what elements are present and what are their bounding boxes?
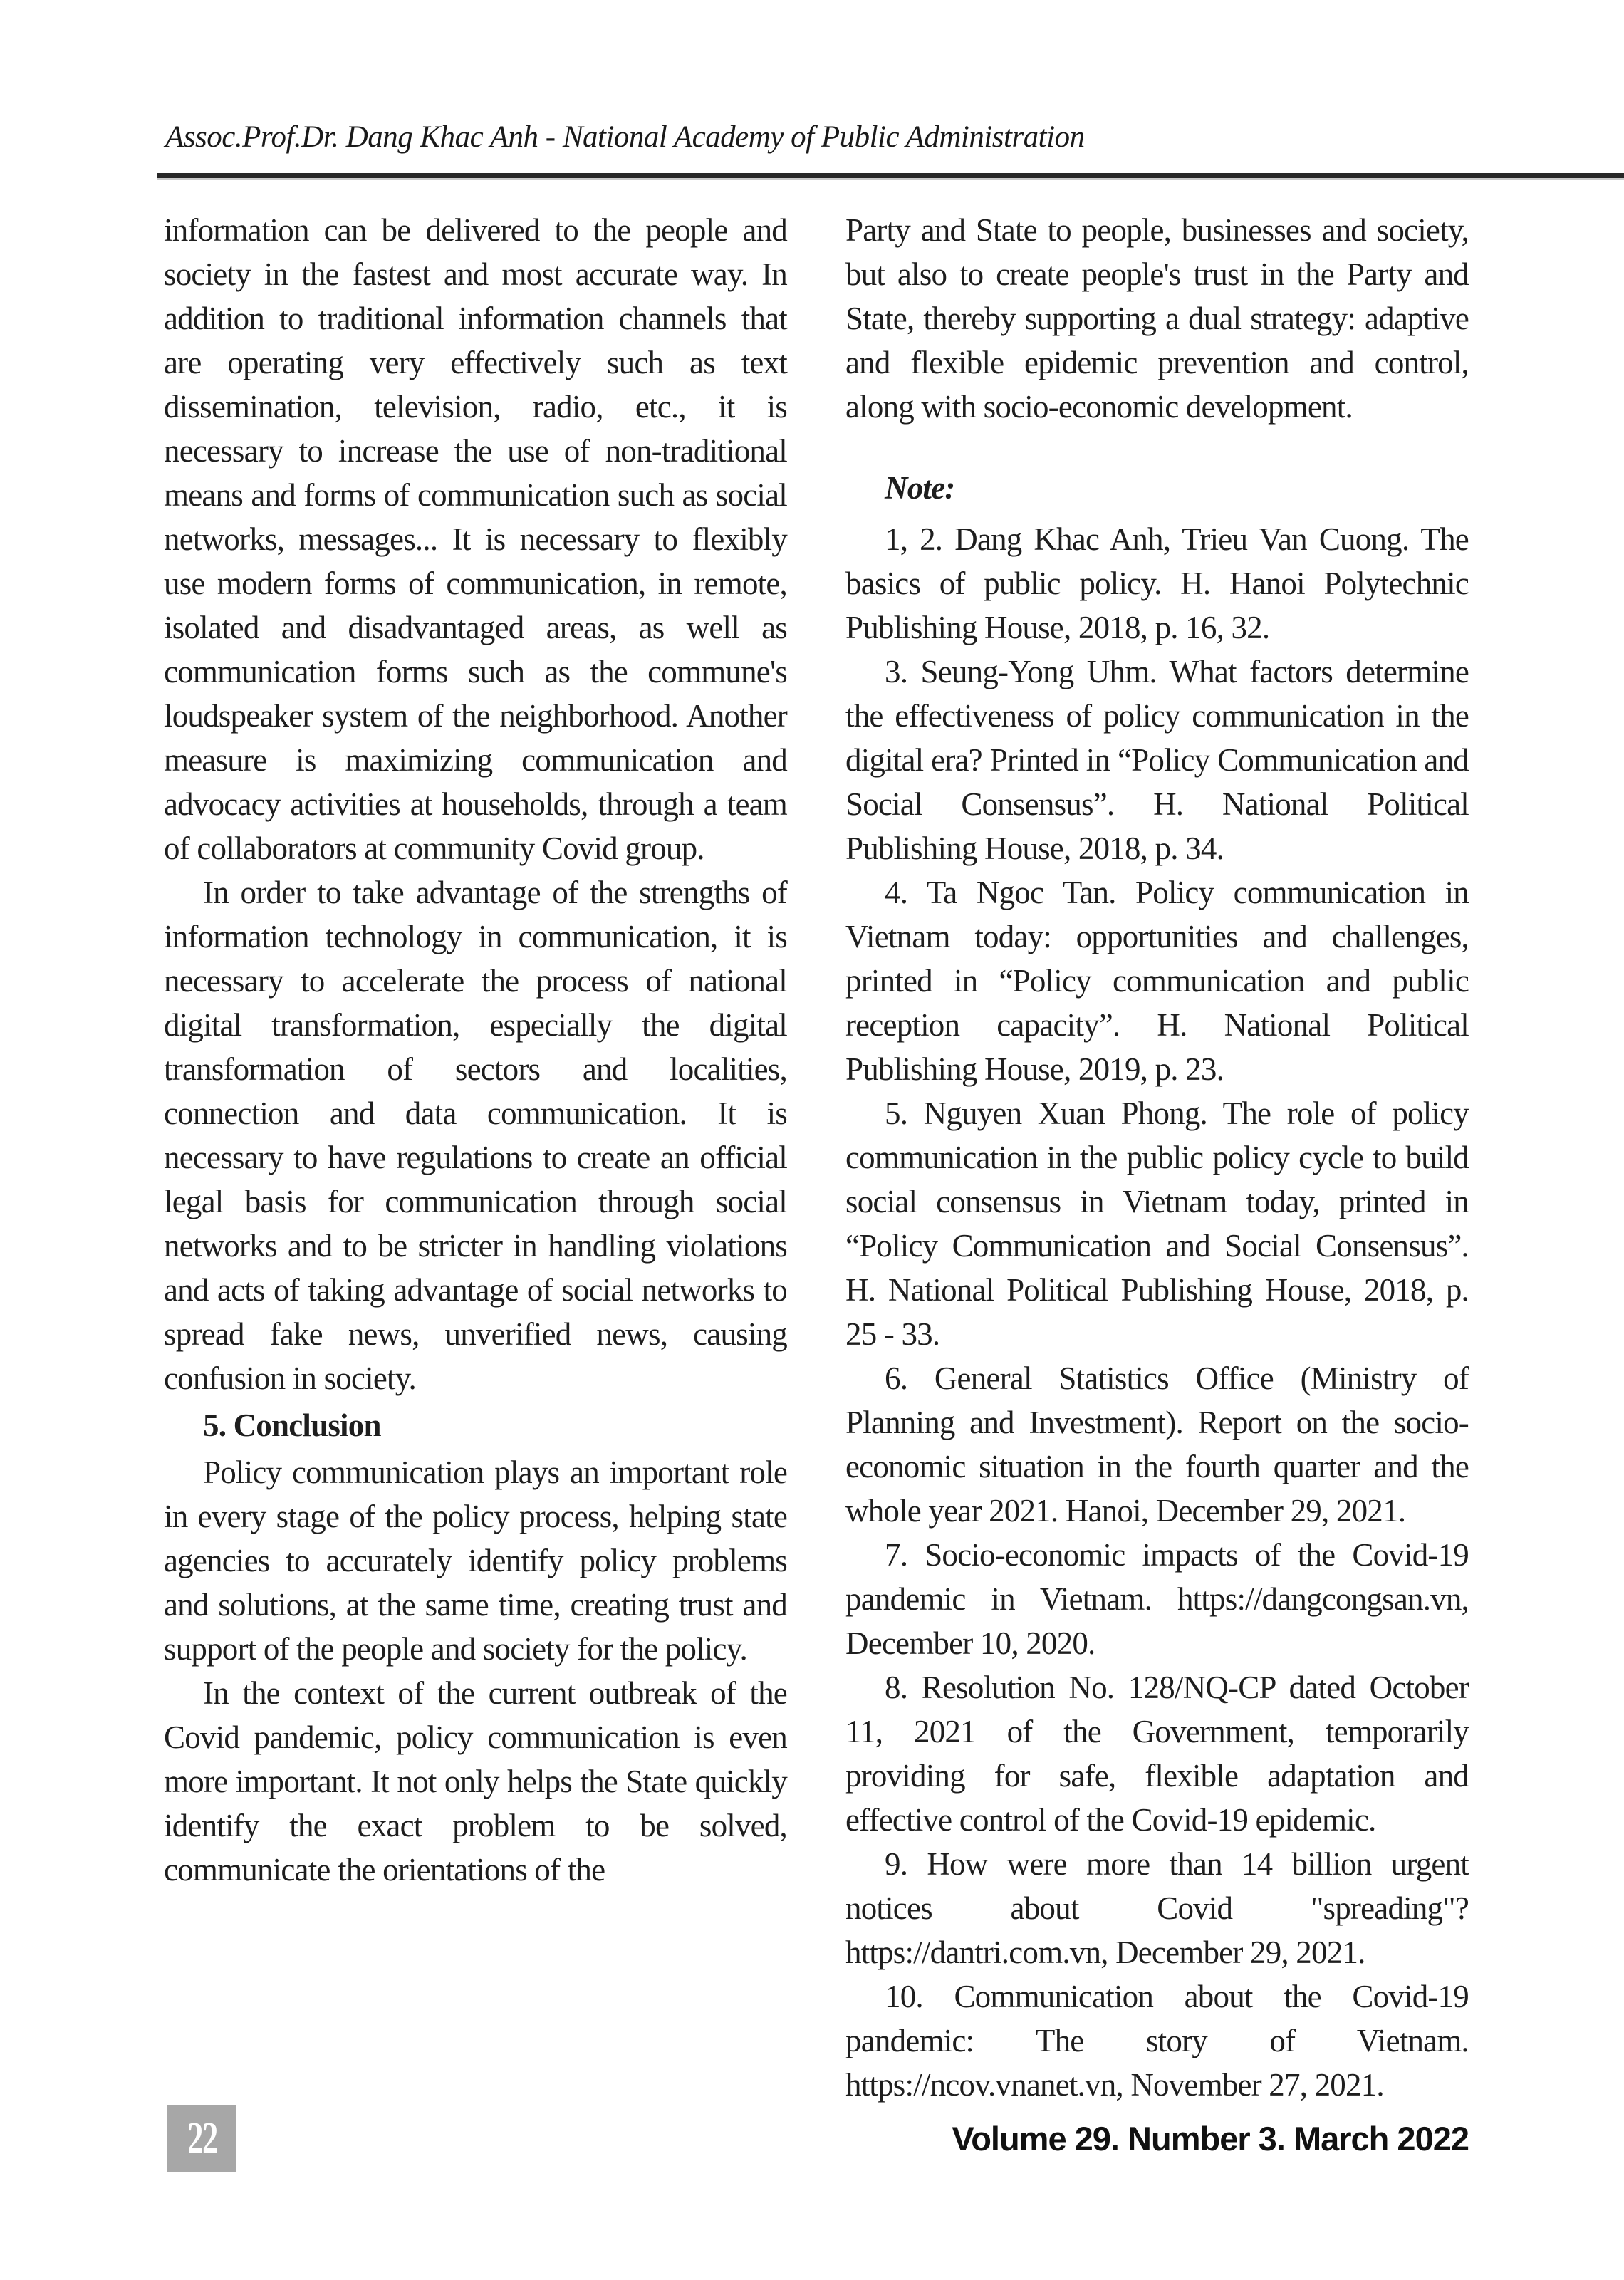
note-item: 3. Seung-Yong Uhm. What factors determine the effectiveness of policy communication in the digital era? Printed in “Policy Communication and Social Consensus”. H. National Political Publishing House, 2018, p. 34.: [845, 654, 1469, 866]
note-item: 7. Socio-economic impacts of the Covid-19 pandemic in Vietnam. https://dangcongsan.vn, December 10, 2020.: [845, 1537, 1469, 1661]
note-item: 6. General Statistics Office (Ministry of Planning and Investment). Report on the socio-economic situation in the fourth quarter and the whole year 2021. Hanoi, December 29, 2021.: [845, 1360, 1469, 1529]
running-head-author-line: Assoc.Prof.Dr. Dang Khac Anh - National Academy of Public Administration: [165, 120, 1085, 154]
header-rule: [157, 173, 1624, 180]
right-column: [845, 208, 1469, 2107]
note-item: 8. Resolution No. 128/NQ-CP dated October 11, 2021 of the Government, temporarily providing for safe, flexible adaptation and effective control of the Covid-19 epidemic.: [845, 1670, 1469, 1838]
body-paragraph: information can be delivered to the people and society in the fastest and most accurate way. In addition to traditional information channels that are operating very effectively such as text dissemination, television, radio, etc., it is necessary to increase the use of non-traditional means and forms of communication such as social networks, messages... It is necessary to flexibly use modern forms of communication, in remote, isolated and disadvantaged areas, as well as communication forms such as the commune's loudspeaker system of the neighborhood. Another measure is maximizing communication and advocacy activities at households, through a team of collaborators at community Covid group.: [164, 212, 787, 866]
page-number-badge: [167, 2105, 236, 2172]
note-item: 10. Communication about the Covid-19 pandemic: The story of Vietnam. https://ncov.vnanet.vn, November 27, 2021.: [845, 1979, 1469, 2103]
left-column: [164, 208, 787, 2107]
volume-issue-line: Volume 29. Number 3. March 2022: [952, 2120, 1469, 2157]
note-item: 4. Ta Ngoc Tan. Policy communication in Vietnam today: opportunities and challenges, printed in “Policy communication and public reception capacity”. H. National Political Publishing House, 2019, p. 23.: [845, 875, 1469, 1087]
note-item: 5. Nguyen Xuan Phong. The role of policy communication in the public policy cycle to build social consensus in Vietnam today, printed in “Policy Communication and Social Consensus”. H. National Political Publishing House, 2018, p. 25 - 33.: [845, 1095, 1469, 1352]
body-paragraph: Party and State to people, businesses and society, but also to create people's trust in the Party and State, thereby supporting a dual strategy: adaptive and flexible epidemic prevention and control, along with socio-economic development.: [845, 212, 1469, 425]
body-paragraph: Policy communication plays an important role in every stage of the policy process, helping state agencies to accurately identify policy problems and solutions, at the same time, creating trust and support of the people and society for the policy.: [164, 1454, 787, 1667]
article-body: [164, 208, 1469, 2107]
note-item: 1, 2. Dang Khac Anh, Trieu Van Cuong. The basics of public policy. H. Hanoi Polytechnic Publishing House, 2018, p. 16, 32.: [845, 521, 1469, 645]
notes-heading: Note:: [885, 470, 955, 506]
section-heading-conclusion: 5. Conclusion: [203, 1407, 381, 1443]
body-paragraph: In the context of the current outbreak of the Covid pandemic, policy communication is even more important. It not only helps the State quickly identify the exact problem to be solved, communicate the orientations of the: [164, 1675, 787, 1888]
note-item: 9. How were more than 14 billion urgent notices about Covid "spreading"? https://dantri.com.vn, December 29, 2021.: [845, 1846, 1469, 1970]
body-paragraph: In order to take advantage of the strengths of information technology in communication, it is necessary to accelerate the process of national digital transformation, especially the digital transformation of sectors and localities, connection and data communication. It is necessary to have regulations to create an official legal basis for communication through social networks and to be stricter in handling violations and acts of taking advantage of social networks to spread fake news, unverified news, causing confusion in society.: [164, 875, 787, 1396]
page-number: 22: [187, 2114, 217, 2162]
